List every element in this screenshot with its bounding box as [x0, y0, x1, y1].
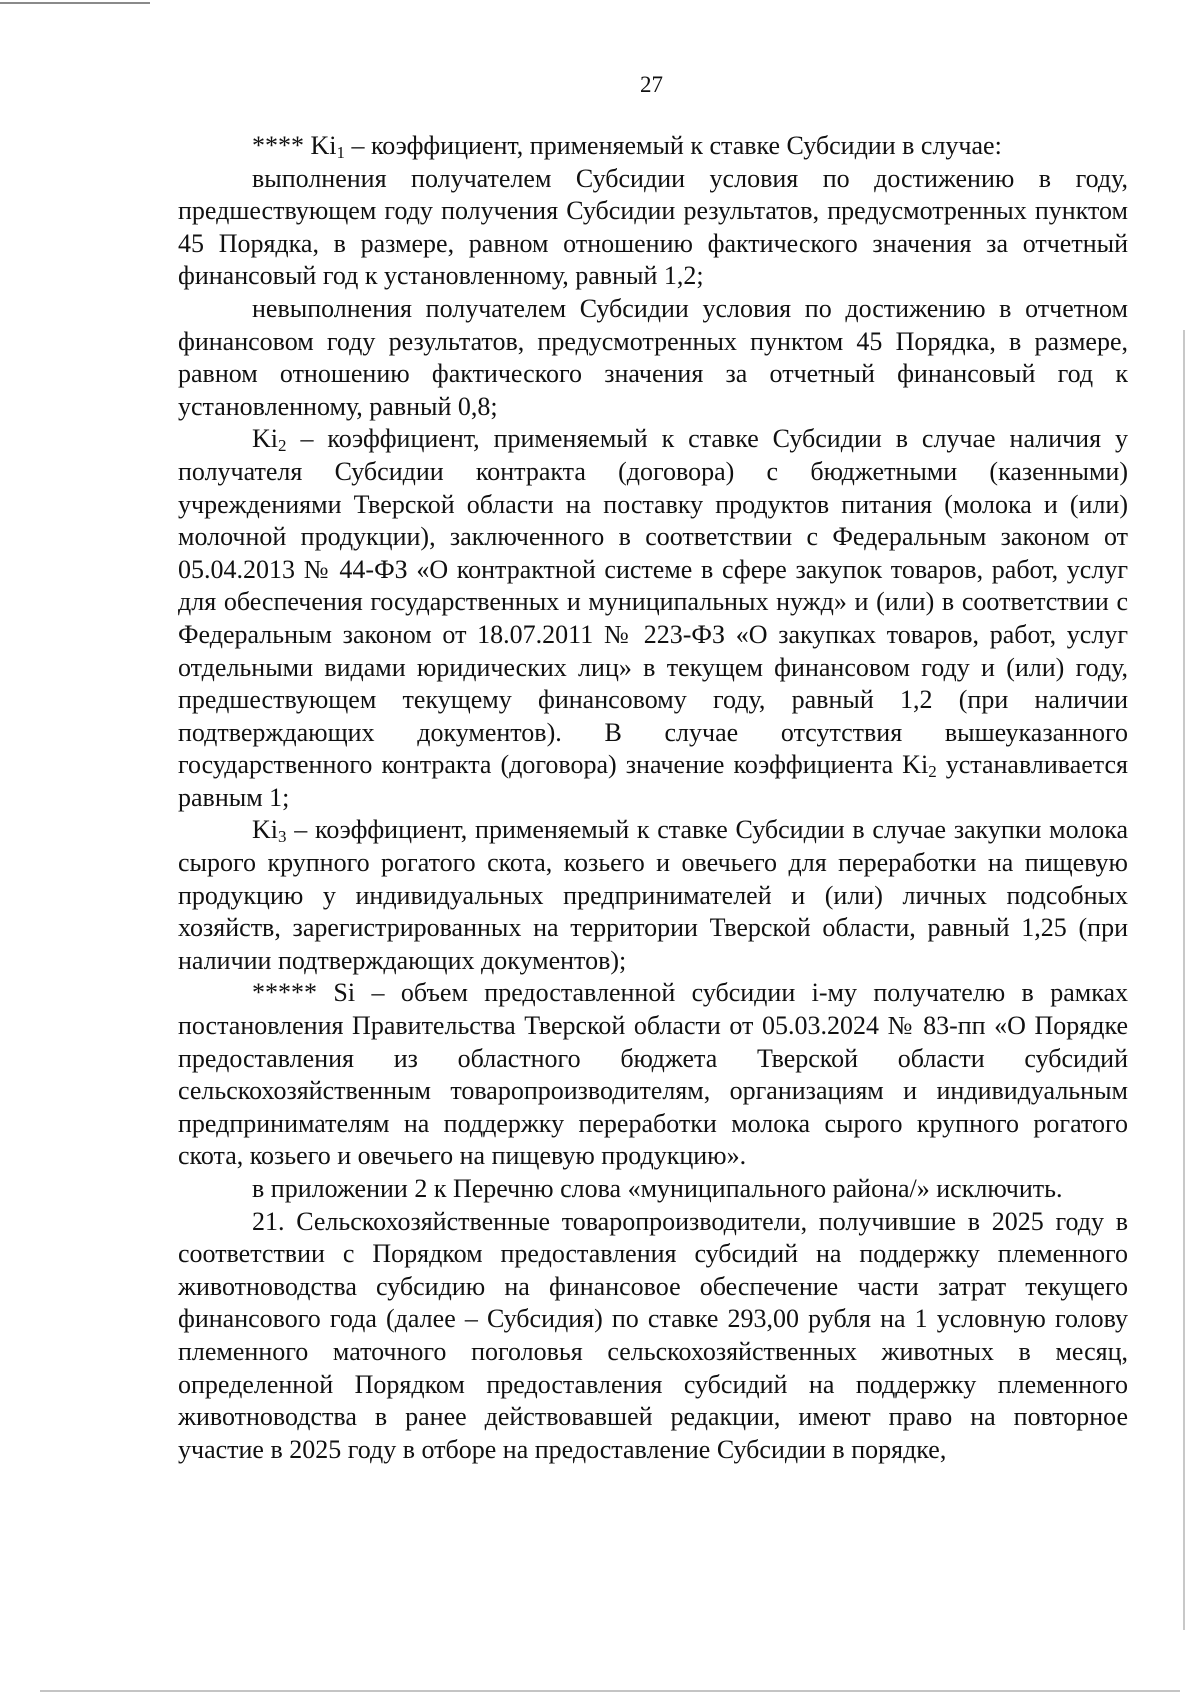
paragraph-item-21: 21. Сельскохозяйственные товаропроизводители, получившие в 2025 году в соответствии с Порядком предоставления субсидий на поддержку племенного животноводства субсидию на финансовое обеспечение части затрат текущего финансового года (далее – Субсидия) по ставке 293,00 рубля на 1 условную голову племенного маточного поголовья сельскохозяйственных животных в месяц, определенной Порядком предоставления субсидий на поддержку племенного животноводства в ранее действовавшей редакции, имеют право на повторное участие в 2025 году в отборе на предоставление Субсидии в порядке,: [178, 1206, 1128, 1464]
page-number: 27: [640, 72, 663, 97]
scan-artifact-right: [1183, 330, 1185, 1630]
paragraph-appendix-2: в приложении 2 к Перечню слова «муниципального района/» исключить.: [252, 1174, 1063, 1203]
paragraph-si: ***** Si – объем предоставленной субсидии i-му получателю в рамках постановления Правительства Тверской области от 05.03.2024 № 83-пп «О Порядке предоставления из областного бюджета Тверской области субсидий сельскохозяйственным товаропроизводителям, организациям и индивидуальным предпринимателям на поддержку переработки молока сырого крупного рогатого скота, козьего и овечьего на пищевую продукцию».: [178, 978, 1128, 1171]
scan-artifact-top: [0, 2, 150, 4]
document-body: [178, 130, 1128, 1466]
paragraph-ki3: $Ki_3$ – коэффициент, применяемый к ставке Субсидии в случае закупки молока сырого крупного рогатого скота, козьего и овечьего для переработки на пищевую продукцию у индивидуальных предпринимателей и (или) личных подсобных хозяйств, зарегистрированных на территории Тверской области, равный 1,25 (при наличии подтверждающих документов);: [178, 815, 1128, 975]
paragraph-fulfillment: выполнения получателем Субсидии условия по достижению в году, предшествующем году получения Субсидии результатов, предусмотренных пунктом 45 Порядка, в размере, равном отношению фактического значения за отчетный финансовый год к установленному, равный 1,2;: [178, 163, 1128, 291]
paragraph-ki1-heading: **** $Ki_1$ – коэффициент, применяемый к ставке Субсидии в случае:: [252, 131, 1002, 162]
paragraph-nonfulfillment: невыполнения получателем Субсидии условия по достижению в отчетном финансовом году результатов, предусмотренных пунктом 45 Порядка, в размере, равном отношению фактического значения за отчетный финансовый год к установленному, равный 0,8;: [178, 293, 1128, 421]
scan-artifact-bottom: [40, 1690, 1180, 1692]
paragraph-ki2: $Ki_2$ – коэффициент, применяемый к ставке Субсидии в случае наличия у получателя Субсидии контракта (договора) с бюджетными (казенными) учреждениями Тверской области на поставку продуктов питания (молока и (или) молочной продукции), заключенного в соответствии с Федеральным законом от 05.04.2013 № 44-ФЗ «О контрактной системе в сфере закупок товаров, работ, услуг для обеспечения государственных и муниципальных нужд» и (или) в соответствии с Федеральным законом от 18.07.2011 № 223-ФЗ «О закупках товаров, работ, услуг отдельными видами юридических лиц» в текущем финансовом году и (или) году, предшествующем текущему финансовому году, равный 1,2 (при наличии подтверждающих документов). В случае отсутствия вышеуказанного государственного контракта (договора) значение коэффициента $Ki_2$ устанавливается равным 1;: [178, 424, 1128, 812]
